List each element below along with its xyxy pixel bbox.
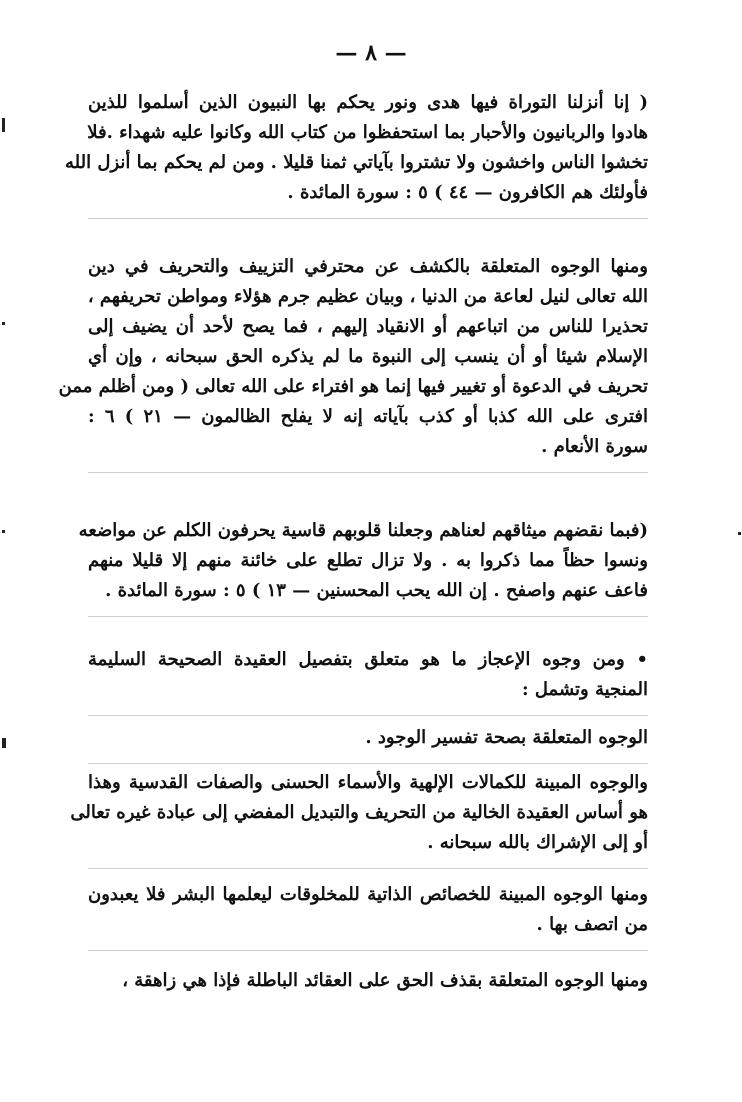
text-line: تحريف في الدعوة أو تغيير فيها إنما هو افتراء على الله تعالى ( ومن أظلم ممن (58, 376, 648, 397)
page-number: — ٨ — (335, 40, 407, 66)
paragraph-false-creeds (88, 966, 648, 996)
paragraph-quran-maidah-13 (78, 516, 648, 617)
paragraph-quran-maidah-44 (65, 88, 648, 219)
text-line: افترى على الله كذبا أو كذب بآياته إنه لا يفلح الظالمون — ٢١ ) ٦ : (88, 406, 648, 427)
scan-mark (2, 322, 5, 325)
text-line: ومنها الوجوه المتعلقة بقذف الحق على العقائد الباطلة فإذا هي زاهقة ، (122, 970, 648, 991)
paragraph-creatures-traits (88, 880, 648, 951)
text-line: فاعف عنهم واصفح . إن الله يحب المحسنين — ١٣ ) ٥ : سورة المائدة . (105, 580, 648, 601)
text-line: ونسوا حظاً مما ذكروا به . ولا تزال تطلع على خائنة منهم إلا قليلا منهم (88, 550, 648, 571)
paragraph-creed-aspects (88, 645, 648, 716)
scan-mark (2, 738, 6, 748)
text-line: الله تعالى لنيل لعاعة من الدنيا ، وبيان عظيم جرم هؤلاء ومواطن تحريفهم ، (87, 286, 648, 307)
scan-mark (2, 530, 5, 533)
text-line: أو إلى الإشراك بالله سبحانه . (427, 832, 648, 853)
text-line: هو أساس العقيدة الخالية من التحريف والتبديل المفضي إلى عبادة غيره تعالى (70, 802, 648, 823)
text-line: هادوا والربانيون والأحبار بما استحفظوا من كتاب الله وكانوا عليه شهداء .فلا (87, 122, 648, 143)
text-line: فأولئك هم الكافرون — ٤٤ ) ٥ : سورة المائدة . (287, 182, 648, 203)
text-line: ومنها الوجوه المتعلقة بالكشف عن محترفي التزييف والتحريف في دين (88, 256, 648, 277)
text-line: والوجوه المبينة للكمالات الإلهية والأسماء الحسنى والصفات القدسية وهذا (88, 772, 648, 793)
scan-mark (738, 532, 741, 535)
text-line: ( إنا أنزلنا التوراة فيها هدى ونور يحكم بها النبيون الذين أسلموا للذين (88, 92, 648, 113)
paragraph-divine-perfections (70, 768, 648, 869)
text-line: المنجية وتشمل : (522, 679, 648, 700)
text-line: سورة الأنعام . (541, 436, 648, 457)
text-line: (فبما نقضهم ميثاقهم لعناهم وجعلنا قلوبهم قاسية يحرفون الكلم عن مواضعه (78, 520, 648, 541)
text-line: الإسلام شيئا أو أن ينسب إلى النبوة ما لم يذكره الحق سبحانه ، وإن أي (88, 346, 648, 367)
text-line: من اتصف بها . (536, 914, 648, 935)
scan-mark (2, 118, 5, 132)
paragraph-distortion (58, 252, 648, 473)
text-line: الوجوه المتعلقة بصحة تفسير الوجود . (365, 727, 648, 748)
text-line: ومنها الوجوه المبينة للخصائص الذاتية للمخلوقات ليعلمها البشر فلا يعبدون (88, 884, 648, 905)
text-line: تحذيرا للناس من اتباعهم أو الانقياد إليهم ، فما يصح لأحد أن يضيف إلى (88, 316, 648, 337)
paragraph-existence (88, 723, 648, 764)
text-line: • ومن وجوه الإعجاز ما هو متعلق بتفصيل العقيدة الصحيحة السليمة (88, 649, 648, 670)
text-line: تخشوا الناس واخشون ولا تشتروا بآياتي ثمنا قليلا . ومن لم يحكم بما أنزل الله (65, 152, 648, 173)
